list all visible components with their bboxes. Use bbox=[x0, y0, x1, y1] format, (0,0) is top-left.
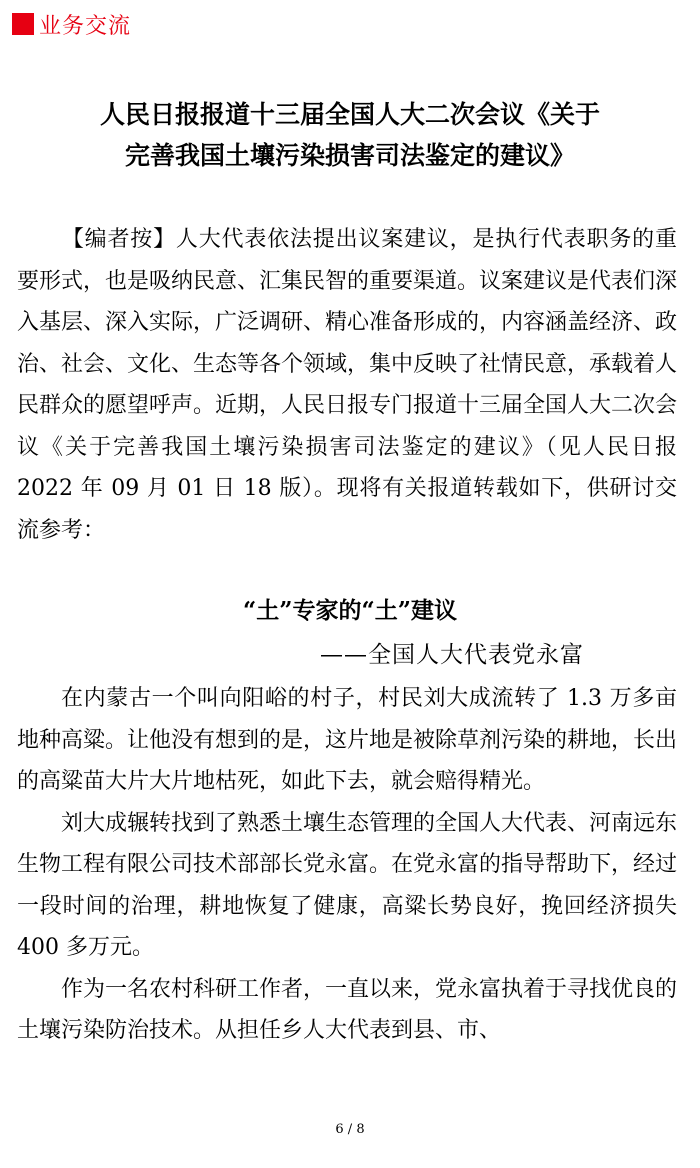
editor-note-label: 【编者按】 bbox=[61, 227, 176, 252]
red-square-icon bbox=[12, 13, 34, 35]
article-paragraph: 在内蒙古一个叫向阳峪的村子，村民刘大成流转了 1.3 万多亩地种高粱。让他没有想到的是，这片地是被除草剂污染的耕地，长出的高粱苗大片大片地枯死，如此下去，就会赔得精光。 bbox=[17, 686, 678, 794]
section-tag bbox=[12, 8, 131, 40]
title-line-2: 完善我国土壤污染损害司法鉴定的建议》 bbox=[124, 141, 575, 170]
document-title bbox=[30, 94, 670, 176]
article-body bbox=[17, 678, 677, 1052]
article-subtitle: “土”专家的“土”建议 bbox=[243, 597, 457, 624]
article-paragraph: 作为一名农村科研工作者，一直以来，党永富执着于寻找优良的土壤污染防治技术。从担任乡人大代表到县、市、 bbox=[17, 976, 678, 1043]
editor-note-text: 人大代表依法提出议案建议，是执行代表职务的重要形式，也是吸纳民意、汇集民智的重要渠道。议案建议是代表们深入基层、深入实际，广泛调研、精心准备形成的，内容涵盖经济、政治、社会、文化、生态等各个领域，集中反映了社情民意，承载着人民群众的愿望呼声。近期，人民日报专门报道十三届全国人大二次会议《关于完善我国土壤污染损害司法鉴定的建议》（见人民日报 2022 年 09 月 01 日 18 版）。现将有关报道转载如下，供研讨交流参考： bbox=[17, 227, 678, 543]
article-byline: ——全国人大代表党永富 bbox=[320, 642, 584, 668]
page-number: 6 / 8 bbox=[335, 1122, 365, 1137]
section-tag-label: 业务交流 bbox=[39, 13, 132, 39]
title-line-1: 人民日报报道十三届全国人大二次会议《关于 bbox=[99, 100, 600, 129]
editor-note bbox=[17, 219, 677, 551]
article-paragraph: 刘大成辗转找到了熟悉土壤生态管理的全国人大代表、河南远东生物工程有限公司技术部部长党永富。在党永富的指导帮助下，经过一段时间的治理，耕地恢复了健康，高粱长势良好，挽回经济损失 400 多万元。 bbox=[17, 810, 678, 960]
